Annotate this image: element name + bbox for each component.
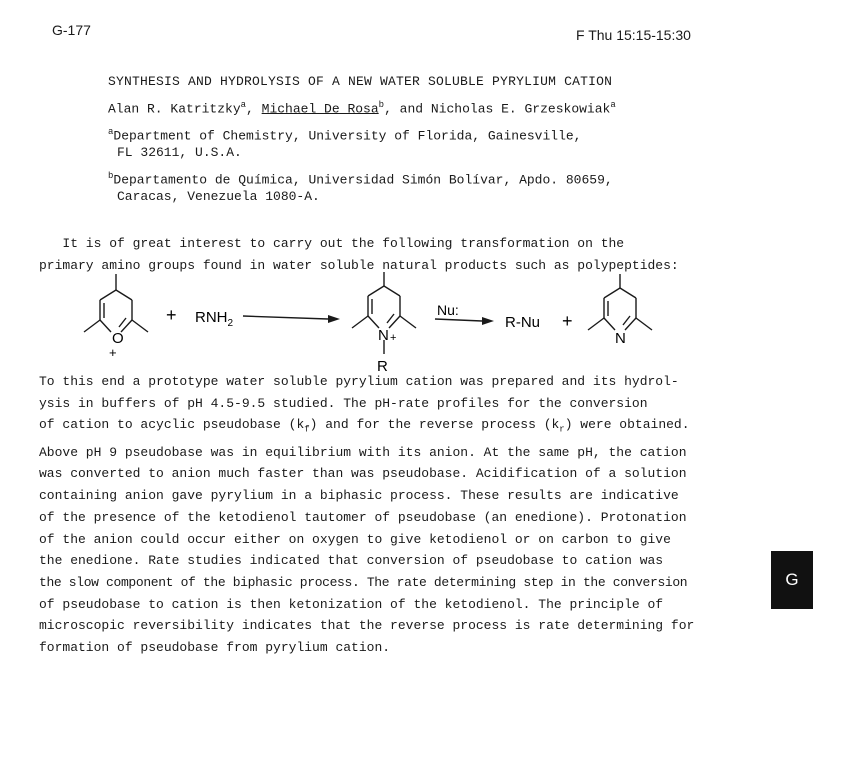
author-grzeskowiak-mark: a xyxy=(610,100,616,110)
abstract-code: G-177 xyxy=(52,22,91,38)
author-separator: , and xyxy=(384,101,431,117)
body-line: of pseudobase to cation is then ketonization of the ketodienol. The principle of xyxy=(39,596,664,612)
reaction-scheme xyxy=(60,272,680,374)
amine-reagent-text: RNH xyxy=(195,309,228,326)
body-text: of cation to acyclic pseudobase (k xyxy=(39,417,305,433)
body-text: ) were obtained. xyxy=(564,417,690,433)
intro-line-2: primary amino groups found in water soluble natural products such as polypeptides: xyxy=(39,258,679,273)
body-line: To this end a prototype water soluble pyrylium cation was prepared and its hydrol- xyxy=(39,374,679,389)
abstract-body xyxy=(39,371,759,659)
body-line: of the presence of the ketodienol tautomer of pseudobase (an enedione). Protonation xyxy=(39,509,687,525)
body-line: of the anion could occur either on oxygen to give ketodienol or on carbon to give xyxy=(39,531,671,547)
body-line: microscopic reversibility indicates that the reverse process is rate determining for xyxy=(39,618,695,634)
affiliation-b-line2: Caracas, Venezuela 1080-A. xyxy=(117,189,320,204)
pyridinium-nitrogen: N xyxy=(378,327,389,344)
affiliation-mark: b xyxy=(108,171,114,181)
affiliation-b xyxy=(108,171,613,187)
body-line: was converted to anion much faster than was pseudobase. Acidification of a solution xyxy=(39,466,687,482)
body-line-rates xyxy=(39,414,759,441)
body-line: formation of pseudobase from pyrylium cation. xyxy=(39,640,391,656)
body-line: containing anion gave pyrylium in a biphasic process. These results are indicative xyxy=(39,488,679,504)
amine-subscript: 2 xyxy=(227,318,234,329)
author-de-rosa-mark: b xyxy=(378,100,385,110)
pyrylium-ring xyxy=(84,274,148,332)
pyrylium-oxygen: O xyxy=(112,330,124,347)
paper-title: SYNTHESIS AND HYDROLYSIS OF A NEW WATER SOLUBLE PYRYLIUM CATION xyxy=(108,74,613,89)
body-line: ysis in buffers of pH 4.5-9.5 studied. The pH-rate profiles for the conversion xyxy=(39,395,648,411)
affiliation-a-line2: FL 32611, U.S.A. xyxy=(117,145,242,160)
body-line: Above pH 9 pseudobase was in equilibrium with its anion. At the same pH, the cation xyxy=(39,444,687,460)
author-line xyxy=(108,100,616,116)
body-line: the enedione. Rate studies indicated that conversion of pseudobase to cation was xyxy=(39,553,664,569)
session-time: F Thu 15:15-15:30 xyxy=(576,27,691,43)
pyridine-nitrogen: N xyxy=(615,330,626,347)
pyridine-ring xyxy=(588,274,652,330)
pyridinium-r-group: R xyxy=(377,358,388,374)
author-grzeskowiak: Nicholas E. Grzeskowiak xyxy=(430,101,611,117)
affiliation-a xyxy=(108,127,581,143)
product-r-nu: R-Nu xyxy=(505,314,541,331)
affiliation-line: Department of Chemistry, University of Florida, Gainesville, xyxy=(113,128,582,144)
affiliation-line: Departamento de Química, Universidad Simón Bolívar, Apdo. 80659, xyxy=(113,172,613,188)
plus-sign: + xyxy=(562,311,573,331)
body-line: the slow component of the biphasic process. The rate determining step in the conversion xyxy=(39,574,688,590)
pyrylium-charge: + xyxy=(109,345,117,360)
rate-subscript-r: r xyxy=(559,425,565,435)
rate-subscript-f: f xyxy=(304,425,310,435)
author-de-rosa: Michael De Rosa xyxy=(261,101,379,117)
plus-sign: + xyxy=(166,305,177,325)
affiliation-mark: a xyxy=(108,127,114,137)
author-separator: , xyxy=(246,101,262,117)
body-text: ) and for the reverse process (k xyxy=(309,417,560,433)
author-katritzky-mark: a xyxy=(240,100,247,110)
section-tab: G xyxy=(771,551,813,609)
arrow-label-nucleophile: Nu: xyxy=(437,302,459,318)
author-katritzky: Alan R. Katritzky xyxy=(108,101,241,117)
pyridinium-charge: + xyxy=(390,332,397,344)
intro-line-1: It is of great interest to carry out the following transformation on the xyxy=(39,236,625,251)
amine-reagent xyxy=(195,309,234,329)
